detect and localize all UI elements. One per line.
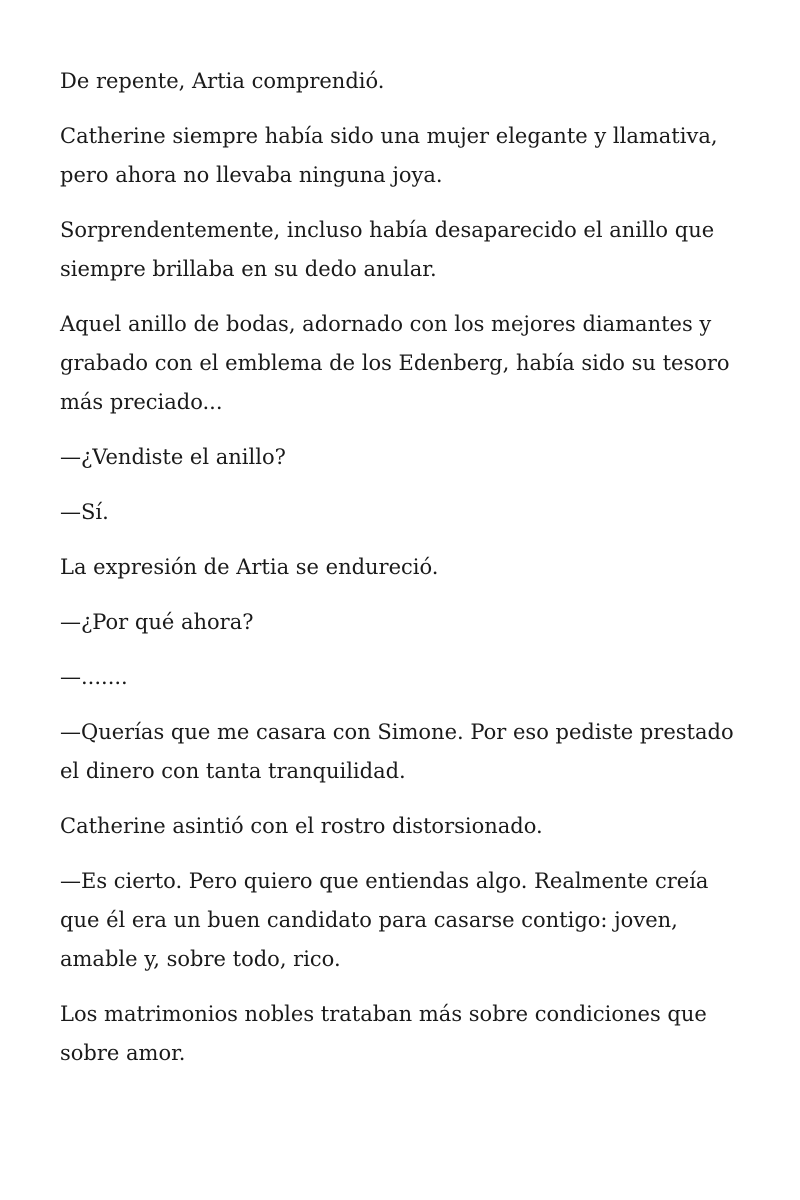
paragraph-8: —¿Por qué ahora?	[60, 610, 254, 634]
paragraph-1: De repente, Artia comprendió.	[60, 69, 385, 93]
paragraph-2: Catherine siempre había sido una mujer elegante y llamativa, pero ahora no llevaba ninguna joya.	[60, 124, 718, 187]
paragraph-11: Catherine asintió con el rostro distorsionado.	[60, 814, 543, 838]
paragraph-3: Sorprendentemente, incluso había desaparecido el anillo que siempre brillaba en su dedo anular.	[60, 218, 715, 281]
reading-page	[60, 62, 750, 1089]
paragraph-7: La expresión de Artia se endureció.	[60, 555, 439, 579]
paragraph-10: —Querías que me casara con Simone. Por eso pediste prestado el dinero con tanta tranquilidad.	[60, 720, 734, 783]
paragraph-12: —Es cierto. Pero quiero que entiendas algo. Realmente creía que él era un buen candidato para casarse contigo: joven, amable y, sobre todo, rico.	[60, 869, 709, 971]
paragraph-9: —.......	[60, 665, 128, 689]
paragraph-13: Los matrimonios nobles trataban más sobre condiciones que sobre amor.	[60, 1002, 707, 1065]
paragraph-5: —¿Vendiste el anillo?	[60, 445, 286, 469]
paragraph-6: —Sí.	[60, 500, 109, 524]
paragraph-4: Aquel anillo de bodas, adornado con los mejores diamantes y grabado con el emblema de los Edenberg, había sido su tesoro más preciado...	[60, 312, 730, 414]
